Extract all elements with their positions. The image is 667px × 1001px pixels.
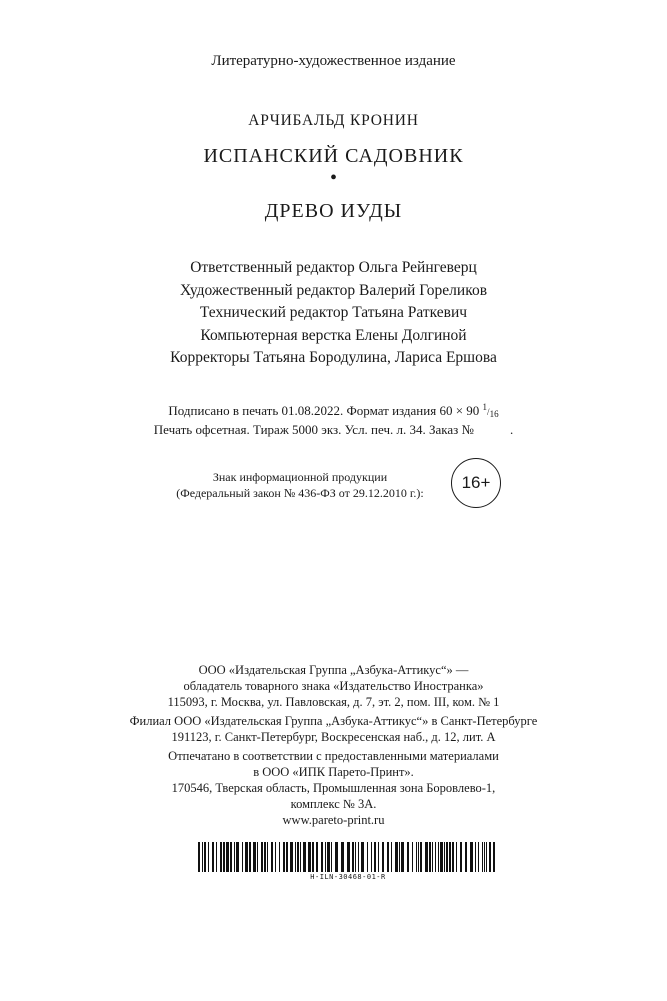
print-info-line-1 xyxy=(0,402,667,421)
barcode xyxy=(198,842,498,872)
fraction-numerator: 1 xyxy=(482,402,488,412)
print-run-text: Печать офсетная. Тираж 5000 экз. Усл. печ. л. 34. Заказ № xyxy=(153,422,474,437)
credit-line: Корректоры Татьяна Бородулина, Лариса Ершова xyxy=(170,349,497,366)
printer-line: комплекс № 3А. xyxy=(290,797,377,811)
format-fraction: 1/16 xyxy=(482,402,499,419)
print-format-text: Подписано в печать 01.08.2022. Формат издания 60 × 90 xyxy=(168,403,480,418)
book-title-2: ДРЕВО ИУДЫ xyxy=(264,200,403,222)
title-separator-bullet: • xyxy=(329,167,337,189)
age-rating-badge xyxy=(451,458,501,508)
credit-line: Художественный редактор Валерий Гореликов xyxy=(179,281,488,299)
branch-line: Филиал ООО «Издательская Группа „Азбука-Аттикус“» в Санкт-Петербурге xyxy=(129,714,538,728)
credit-line: Компьютерная верстка Елены Долгиной xyxy=(200,326,467,344)
barcode-code-text: H-ILN-30468-01-R xyxy=(310,873,386,881)
book-title-1: ИСПАНСКИЙ САДОВНИК xyxy=(203,145,464,167)
printer-line: 170546, Тверская область, Промышленная зона Боровлево-1, xyxy=(171,781,496,795)
credit-line: Ответственный редактор Ольга Рейнгеверц xyxy=(190,259,477,276)
publisher-info xyxy=(0,662,667,710)
printer-line: в ООО «ИПК Парето-Принт». xyxy=(253,765,414,779)
credits-block xyxy=(0,257,667,370)
fraction-denominator: 16 xyxy=(489,409,499,419)
print-info-line-2 xyxy=(0,421,667,439)
publisher-line: 115093, г. Москва, ул. Павловская, д. 7, эт. 2, пом. III, ком. № 1 xyxy=(167,695,500,709)
publisher-line: ООО «Издательская Группа „Азбука-Аттикус“» — xyxy=(198,663,469,677)
info-sign-line-1: Знак информационной продукции xyxy=(212,470,388,484)
branch-info xyxy=(0,713,667,745)
imprint-block xyxy=(0,662,667,831)
printer-line: Отпечатано в соответствии с предоставленными материалами xyxy=(168,749,499,763)
branch-line: 191123, г. Санкт-Петербург, Воскресенская наб., д. 12, лит. А xyxy=(171,730,496,744)
print-run-end: . xyxy=(509,422,514,437)
printer-website: www.pareto-print.ru xyxy=(282,813,385,827)
publisher-line: обладатель товарного знака «Издательство Иностранка» xyxy=(183,679,484,693)
genre-label: Литературно-художественное издание xyxy=(211,53,456,69)
print-info-block xyxy=(0,402,667,439)
printer-info xyxy=(0,748,667,828)
age-rating-text: 16+ xyxy=(461,473,491,492)
credit-line: Технический редактор Татьяна Раткевич xyxy=(199,304,468,321)
info-sign-line-2: (Федеральный закон № 436-ФЗ от 29.12.2010 г.): xyxy=(176,486,424,500)
author-name: АРЧИБАЛЬД КРОНИН xyxy=(248,112,419,129)
info-sign-label xyxy=(150,469,450,501)
